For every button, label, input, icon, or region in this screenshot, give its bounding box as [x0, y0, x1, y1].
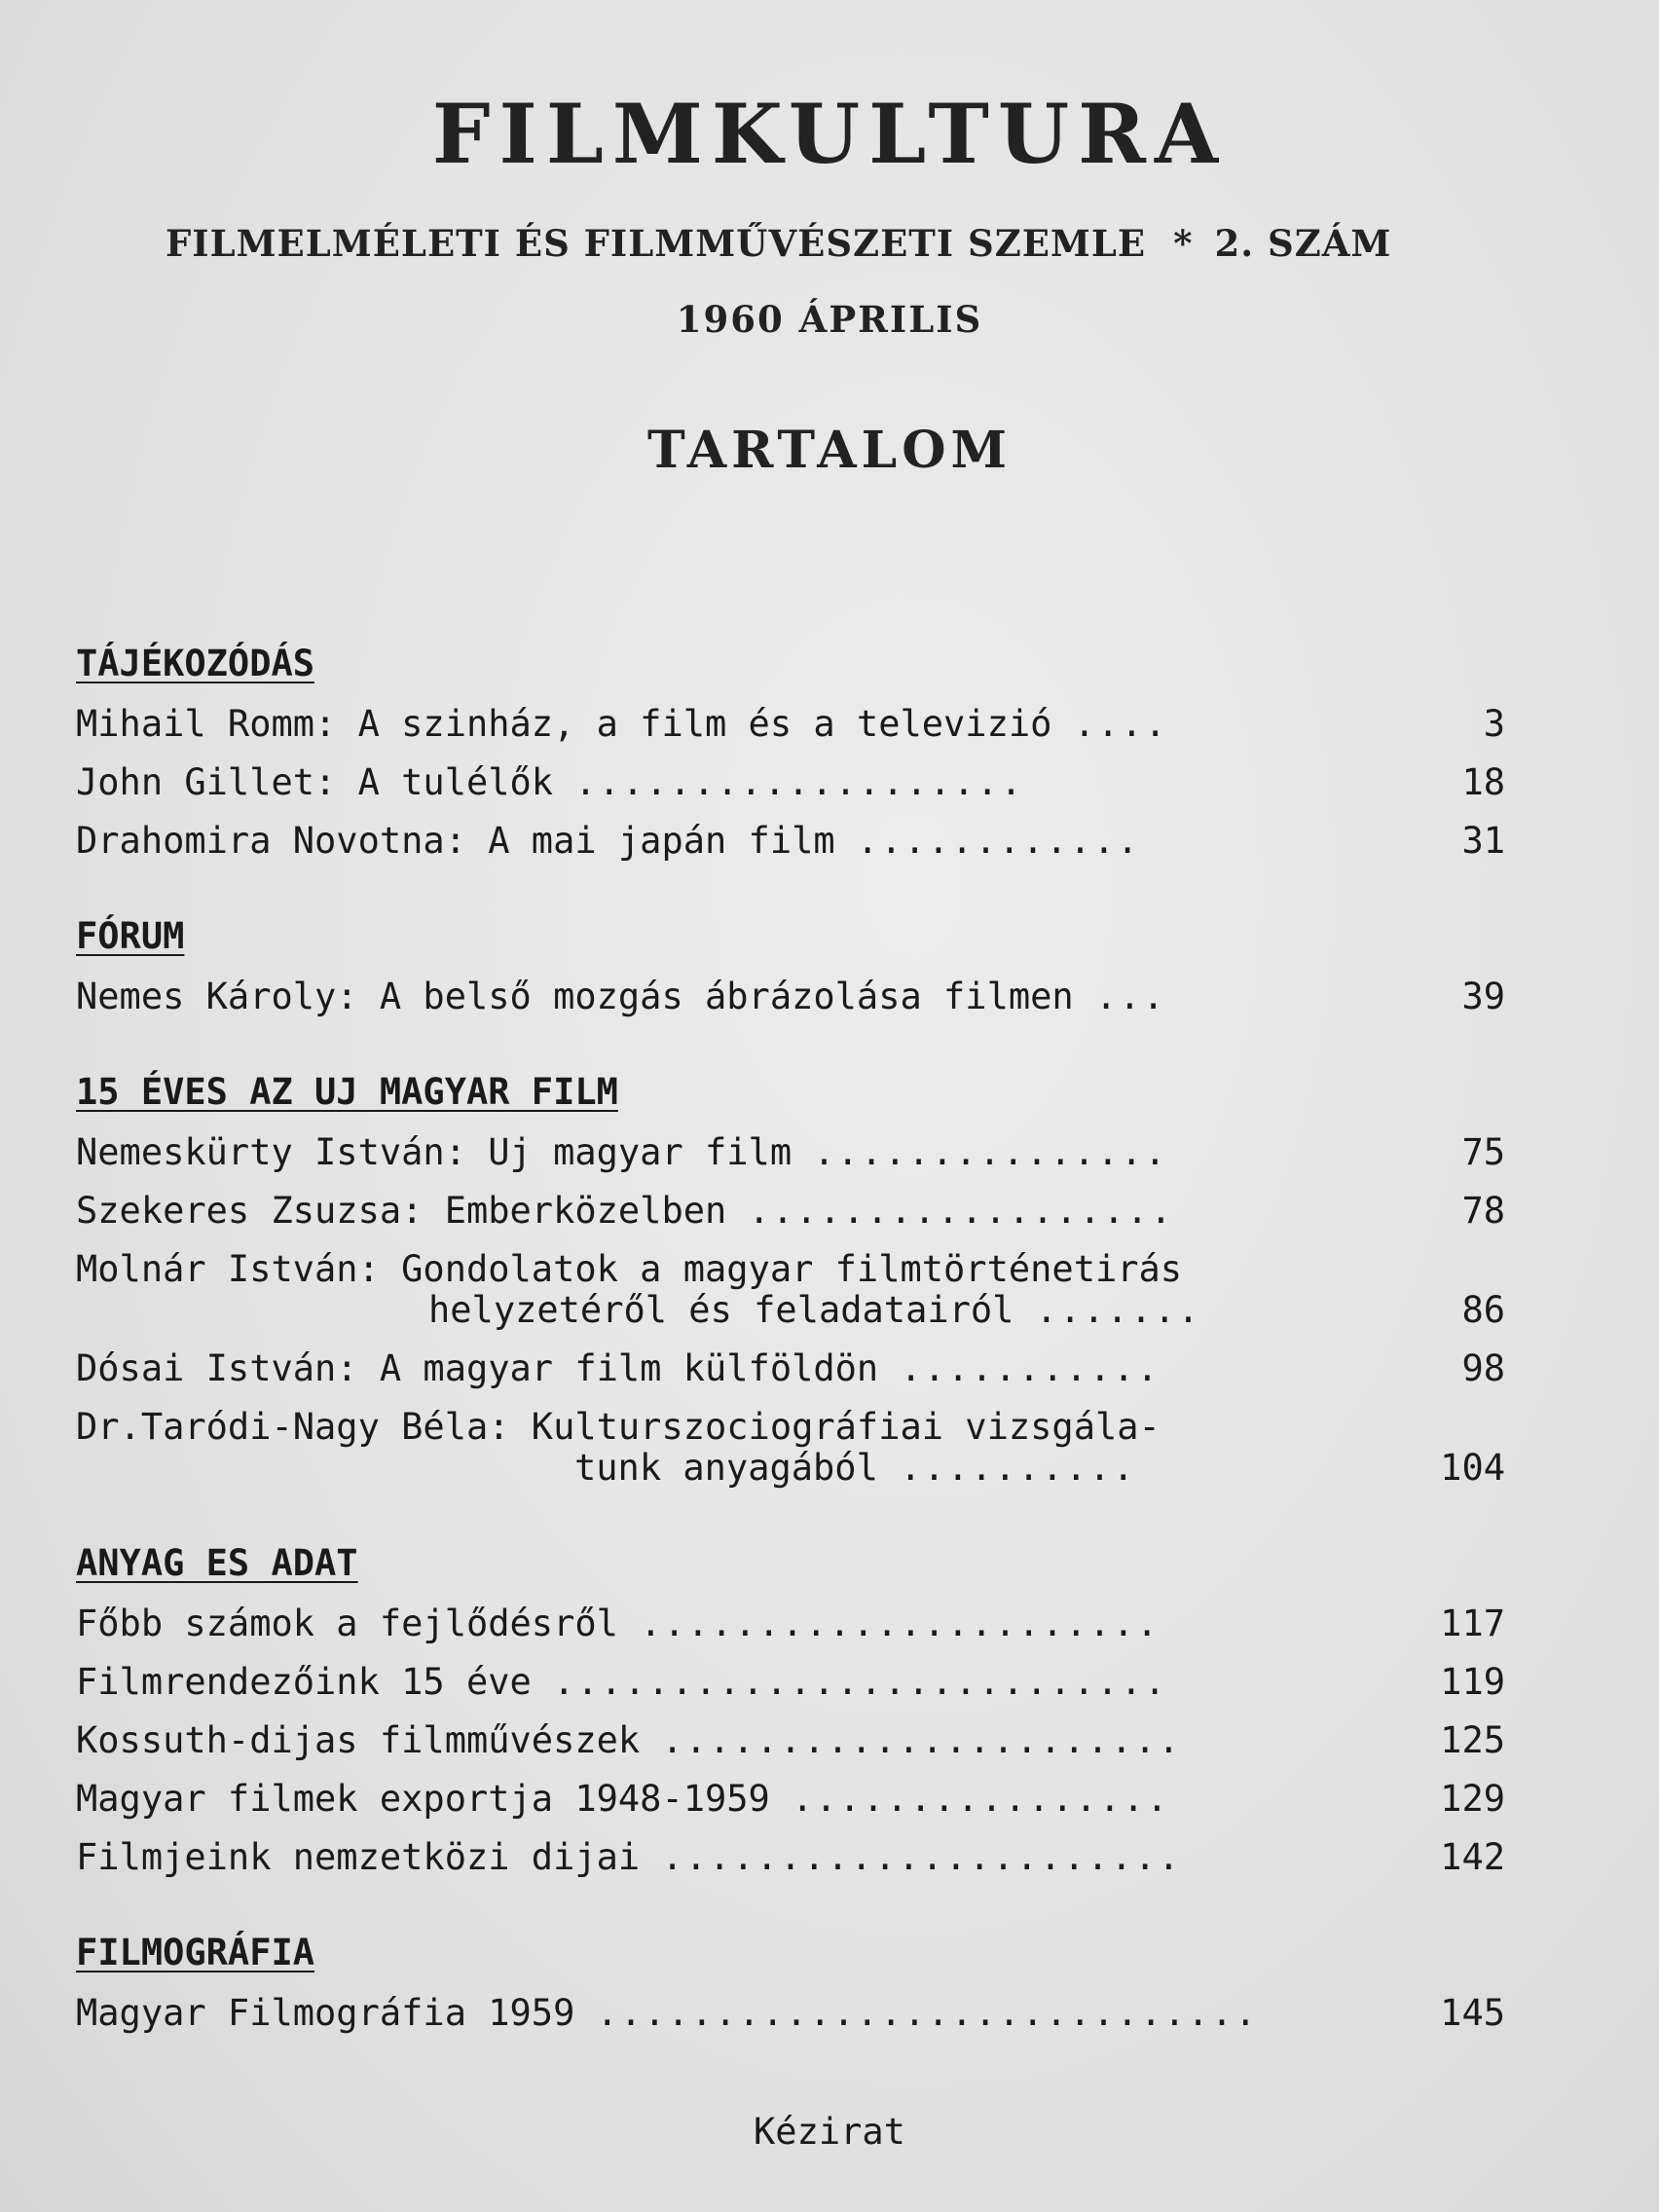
toc-entry-page: 117 [1440, 1603, 1505, 1644]
journal-subtitle: FILMELMÉLETI ÉS FILMMŰVÉSZETI SZEMLE [166, 222, 1147, 265]
journal-subtitle-line [166, 222, 1391, 265]
section-label: 15 ÉVES AZ UJ MAGYAR FILM [76, 1071, 618, 1113]
toc-entry-page: 98 [1461, 1347, 1505, 1389]
toc-entry-page: 104 [1440, 1447, 1505, 1489]
toc-entry-title: Dr.Taródi-Nagy Béla: Kulturszociográfiai vizsgála- [76, 1406, 1161, 1448]
toc-entry-page: 86 [1461, 1289, 1505, 1331]
toc-entry-title: John Gillet: A tulélők ................... [76, 761, 1024, 803]
toc-entry-title: Szekeres Zsuzsa: Emberközelben .................. [76, 1190, 1174, 1232]
section-label: TÁJÉKOZÓDÁS [76, 643, 315, 684]
toc-entry-title: Nemeskürty István: Uj magyar film ............... [76, 1131, 1168, 1173]
subtitle-separator: * [1173, 222, 1194, 265]
toc-heading: TARTALOM [646, 421, 1013, 480]
toc-entry-title: Mihail Romm: A szinház, a film és a televizió .... [76, 703, 1168, 745]
toc-entry-page: 78 [1461, 1190, 1505, 1232]
section-label: ANYAG ES ADAT [76, 1542, 358, 1584]
section-label: FÓRUM [76, 915, 185, 957]
toc-entry-title: Főbb számok a fejlődésről ...................... [76, 1603, 1161, 1644]
toc-entry-title: Magyar Filmográfia 1959 ............................ [76, 1992, 1259, 2034]
toc-entry-page: 75 [1461, 1131, 1505, 1173]
toc-entry-page: 39 [1461, 976, 1505, 1017]
toc-entry-title: Nemes Károly: A belső mozgás ábrázolása filmen ... [76, 976, 1166, 1017]
toc-entry-page: 3 [1483, 703, 1505, 745]
toc-entry-page: 129 [1440, 1778, 1505, 1820]
toc-entry-page: 18 [1461, 761, 1505, 803]
toc-entry-title: Magyar filmek exportja 1948-1959 ................ [76, 1778, 1170, 1820]
toc-entry-page: 145 [1440, 1992, 1505, 2034]
toc-entry-title: Drahomira Novotna: A mai japán film ............ [76, 820, 1141, 862]
issue-date: 1960 ÁPRILIS [676, 298, 983, 341]
toc-entry-title: Filmrendezőink 15 éve .......................... [76, 1661, 1168, 1703]
toc-entry-title: Molnár István: Gondolatok a magyar filmtörténetirás [76, 1248, 1183, 1290]
section-label: FILMOGRÁFIA [76, 1932, 315, 1973]
toc-entry-page: 125 [1440, 1719, 1505, 1761]
toc-entry-title-continuation: helyzetéről és feladatairól ....... [428, 1289, 1201, 1331]
toc-entry-title: Filmjeink nemzetközi dijai ...................... [76, 1836, 1182, 1878]
issue-number: 2. SZÁM [1214, 222, 1392, 265]
footer-note: Kézirat [754, 2111, 905, 2153]
toc-entry-title: Dósai István: A magyar film külföldön ........... [76, 1347, 1161, 1389]
toc-entry-title: Kossuth-dijas filmművészek ...................... [76, 1719, 1182, 1761]
toc-entry-title-continuation: tunk anyagából .......... [574, 1447, 1136, 1489]
toc-entry-page: 119 [1440, 1661, 1505, 1703]
journal-title: FILMKULTURA [431, 86, 1228, 182]
toc-entry-page: 31 [1461, 820, 1505, 862]
toc-entry-page: 142 [1440, 1836, 1505, 1878]
